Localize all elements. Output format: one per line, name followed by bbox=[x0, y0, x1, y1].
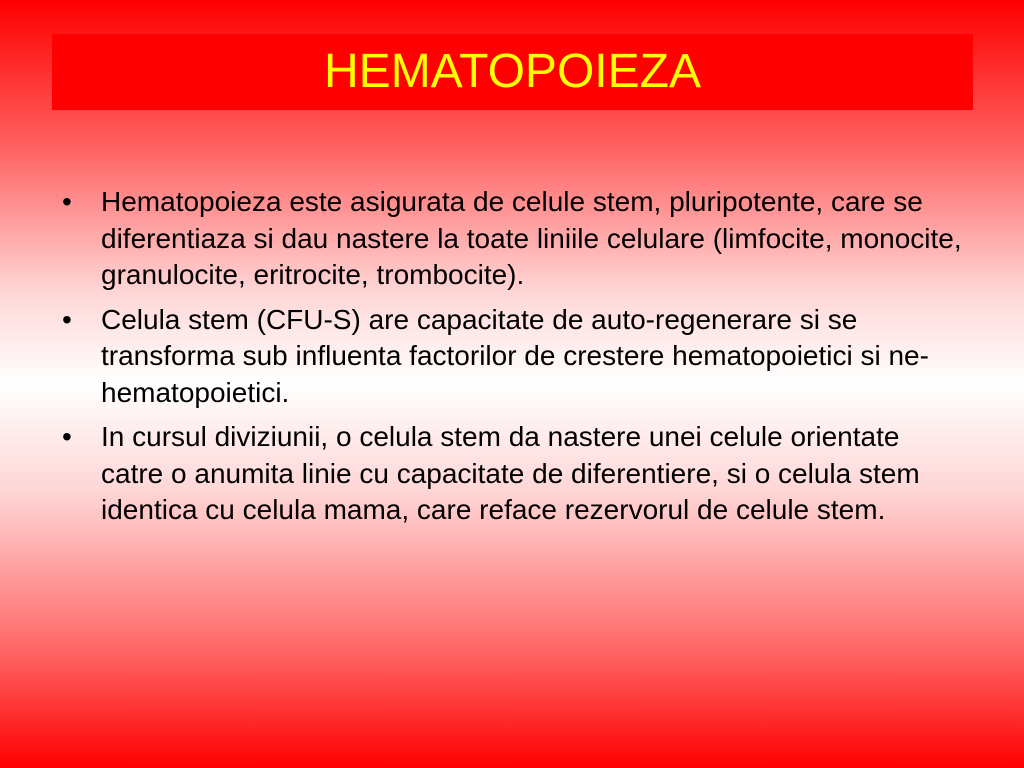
bullet-icon: • bbox=[62, 186, 72, 217]
bullet-item bbox=[62, 184, 962, 294]
bullet-icon: • bbox=[62, 303, 72, 335]
slide-title: HEMATOPOIEZA bbox=[324, 45, 701, 98]
bullet-icon: • bbox=[62, 421, 72, 452]
bullet-text: Hematopoieza este asigurata de celule stem, pluripotente, care se diferentiaza si dau nastere la toate liniile celulare (limfocite, monocite, granulocite, eritrocite, trombocite). bbox=[101, 186, 962, 290]
bullet-item bbox=[62, 302, 962, 412]
slide-body bbox=[62, 184, 962, 537]
bullet-text: In cursul diviziunii, o celula stem da nastere unei celule orientate catre o anumita linie cu capacitate de diferentiere, si o celula stem identica cu celula mama, care reface rezervorul de celule stem. bbox=[101, 421, 920, 525]
bullet-item bbox=[62, 419, 962, 529]
title-banner bbox=[52, 34, 973, 110]
bullet-text: Celula stem (CFU-S) are capacitate de auto-regenerare si se transforma sub influenta factorilor de crestere hematopoietici si ne-hematopoietici. bbox=[101, 303, 929, 408]
bullet-list bbox=[62, 184, 962, 529]
